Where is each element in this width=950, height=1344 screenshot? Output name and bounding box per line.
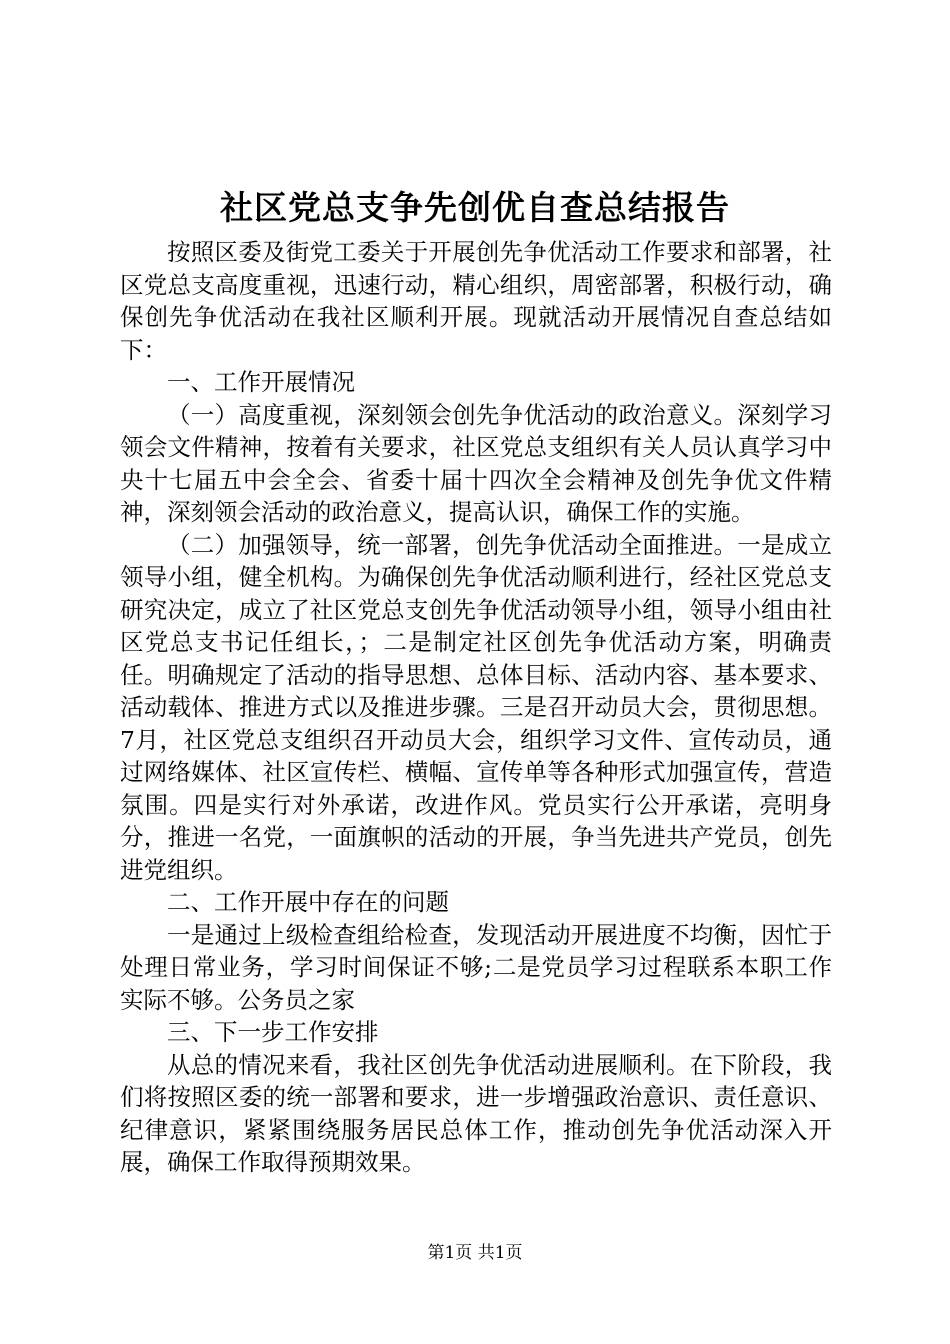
section-heading-2: 二、工作开展中存在的问题 <box>167 888 449 916</box>
subsection-paragraph-2: （二）加强领导，统一部署，创先争优活动全面推进。一是成立领导小组，健全机构。为确保创先争优活动顺利进行，经社区党总支研究决定，成立了社区党总支创先争优活动领导小组，领导小组由社区党总支书记任组长，；二是制定社区创先争优活动方案，明确责任。明确规定了活动的指导思想、总体目标、活动内容、基本要求、活动载体、推进方式以及推进步骤。三是召开动员大会，贯彻思想。7月，社区党总支组织召开动员大会，组织学习文件、宣传动员，通过网络媒体、社区宣传栏、横幅、宣传单等各种形式加强宣传，营造氛围。四是实行对外承诺，改进作风。党员实行公开承诺，亮明身分，推进一名党，一面旗帜的活动的开展，争当先进共产党员，创先进党组织。 <box>120 530 832 884</box>
subsection-paragraph-1: （一）高度重视，深刻领会创先争优活动的政治意义。深刻学习领会文件精神，按着有关要求，社区党总支组织有关人员认真学习中央十七届五中会全会、省委十届十四次全会精神及创先争优文件精神，深刻领会活动的政治意义，提高认识，确保工作的实施。 <box>120 400 832 526</box>
document-title: 社区党总支争先创优自查总结报告 <box>220 188 730 227</box>
page-footer: 第1页 共1页 <box>427 1243 523 1263</box>
section-heading-1: 一、工作开展情况 <box>167 368 355 396</box>
problems-paragraph: 一是通过上级检查组给检查，发现活动开展进度不均衡，因忙于处理日常业务，学习时间保证不够;二是党员学习过程联系本职工作实际不够。公务员之家 <box>120 920 832 1014</box>
document-body <box>120 236 832 1179</box>
section-heading-3: 三、下一步工作安排 <box>167 1018 379 1046</box>
next-steps-paragraph: 从总的情况来看，我社区创先争优活动进展顺利。在下阶段，我们将按照区委的统一部署和要求，进一步增强政治意识、责任意识、纪律意识，紧紧围绕服务居民总体工作，推动创先争优活动深入开展，确保工作取得预期效果。 <box>120 1050 832 1176</box>
intro-paragraph: 按照区委及街党工委关于开展创先争优活动工作要求和部署，社区党总支高度重视，迅速行动，精心组织，周密部署，积极行动，确保创先争优活动在我社区顺利开展。现就活动开展情况自查总结如下： <box>120 238 832 364</box>
